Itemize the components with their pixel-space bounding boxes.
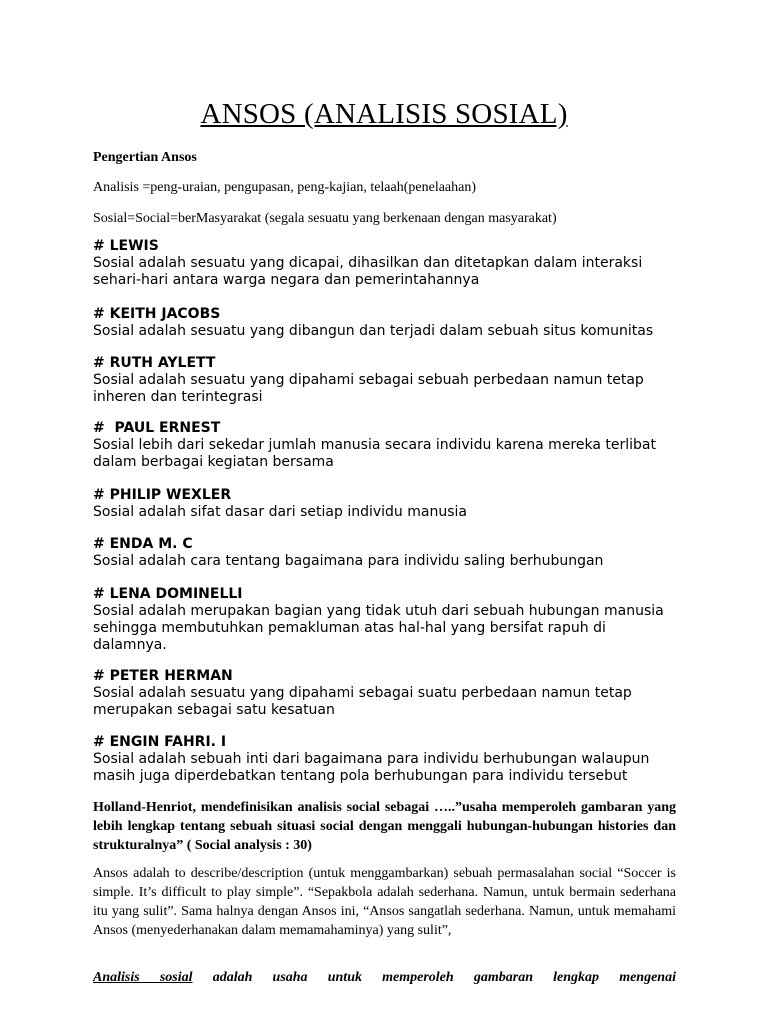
entry-definition-line: Sosial lebih dari sekedar jumlah manusia secara individu karena mereka terlibat — [93, 437, 656, 453]
analisis-sosial-term: Analisis sosial — [93, 970, 193, 985]
entry-author-name: # PAUL ERNEST — [93, 420, 221, 436]
ansos-description-paragraph: Ansos adalah to describe/description (untuk menggambarkan) sebuah permasalahan social “Soccer is simple. It’s difficult to play simple”. “Sepakbola adalah sederhana. Namun, untuk bermain sederhana itu yang sulit”. Sama halnya dengan Ansos ini, “Ansos sangatlah sederhana. Namun, untuk memahami Ansos (menyederhanakan dalam memamahaminya) yang sulit”, — [93, 866, 676, 938]
holland-henriot-paragraph: Holland-Henriot, mendefinisikan analisis social sebagai …..”usaha memperoleh gambaran yang lebih lengkap tentang sebuah situasi social dengan menggali hubungan-hubungan histories dan strukturalnya” ( Social analysis : 30) — [93, 800, 676, 853]
entry-author-name: # LENA DOMINELLI — [93, 586, 243, 602]
entry-author-name: # PETER HERMAN — [93, 668, 233, 684]
entry-definition-line: Sosial adalah sesuatu yang dipahami sebagai sebuah perbedaan namun tetap — [93, 372, 644, 388]
definition-entry — [93, 668, 683, 719]
entry-definition-line: sehingga membutuhkan pemakluman atas hal-hal yang bersifat rapuh di — [93, 620, 606, 636]
subheading: Pengertian Ansos — [93, 150, 197, 165]
definition-entry — [93, 355, 683, 406]
entry-definition-line: Sosial adalah sesuatu yang dipahami sebagai suatu perbedaan namun tetap — [93, 685, 632, 701]
entry-definition-line: dalamnya. — [93, 637, 167, 653]
entry-definition-line: Sosial adalah sesuatu yang dibangun dan terjadi dalam sebuah situs komunitas — [93, 323, 654, 339]
definition-entry — [93, 734, 683, 785]
definition-analisis: Analisis =peng-uraian, pengupasan, peng-kajian, telaah(penelaahan) — [93, 180, 477, 195]
final-paragraph-text: adalah usaha untuk memperoleh gambaran lengkap mengenai — [192, 970, 676, 985]
definition-entry — [93, 586, 683, 654]
entry-definition-line: merupakan sebagai satu kesatuan — [93, 702, 335, 718]
entry-definition-line: Sosial adalah merupakan bagian yang tidak utuh dari sebuah hubungan manusia — [93, 603, 664, 619]
definition-sosial: Sosial=Social=berMasyarakat (segala sesuatu yang berkenaan dengan masyarakat) — [93, 211, 557, 226]
entry-definition-line: Sosial adalah sifat dasar dari setiap individu manusia — [93, 504, 467, 520]
document-title: ANSOS (ANALISIS SOSIAL) — [200, 98, 568, 130]
definition-entry — [93, 420, 683, 471]
entry-definition-line: Sosial adalah sesuatu yang dicapai, dihasilkan dan ditetapkan dalam interaksi — [93, 255, 643, 271]
entry-author-name: # ENDA M. C — [93, 536, 193, 552]
entry-definition-line: inheren dan terintegrasi — [93, 389, 263, 405]
entry-author-name: # RUTH AYLETT — [93, 355, 216, 371]
entry-author-name: # ENGIN FAHRI. I — [93, 734, 227, 750]
definition-entry — [93, 487, 683, 521]
definition-entry — [93, 238, 683, 289]
entry-definition-line: Sosial adalah sebuah inti dari bagaimana para individu berhubungan walaupun — [93, 751, 650, 767]
definition-entry — [93, 306, 683, 340]
entry-author-name: # PHILIP WEXLER — [93, 487, 232, 503]
entry-definition-line: sehari-hari antara warga negara dan pemerintahannya — [93, 272, 480, 288]
entry-definition-line: dalam berbagai kegiatan bersama — [93, 454, 334, 470]
entry-author-name: # LEWIS — [93, 238, 159, 254]
entry-author-name: # KEITH JACOBS — [93, 306, 221, 322]
definition-entry — [93, 536, 683, 570]
entry-definition-line: masih juga diperdebatkan tentang pola berhubungan para individu tersebut — [93, 768, 628, 784]
final-paragraph — [93, 968, 676, 987]
entry-definition-line: Sosial adalah cara tentang bagaimana para individu saling berhubungan — [93, 553, 604, 569]
